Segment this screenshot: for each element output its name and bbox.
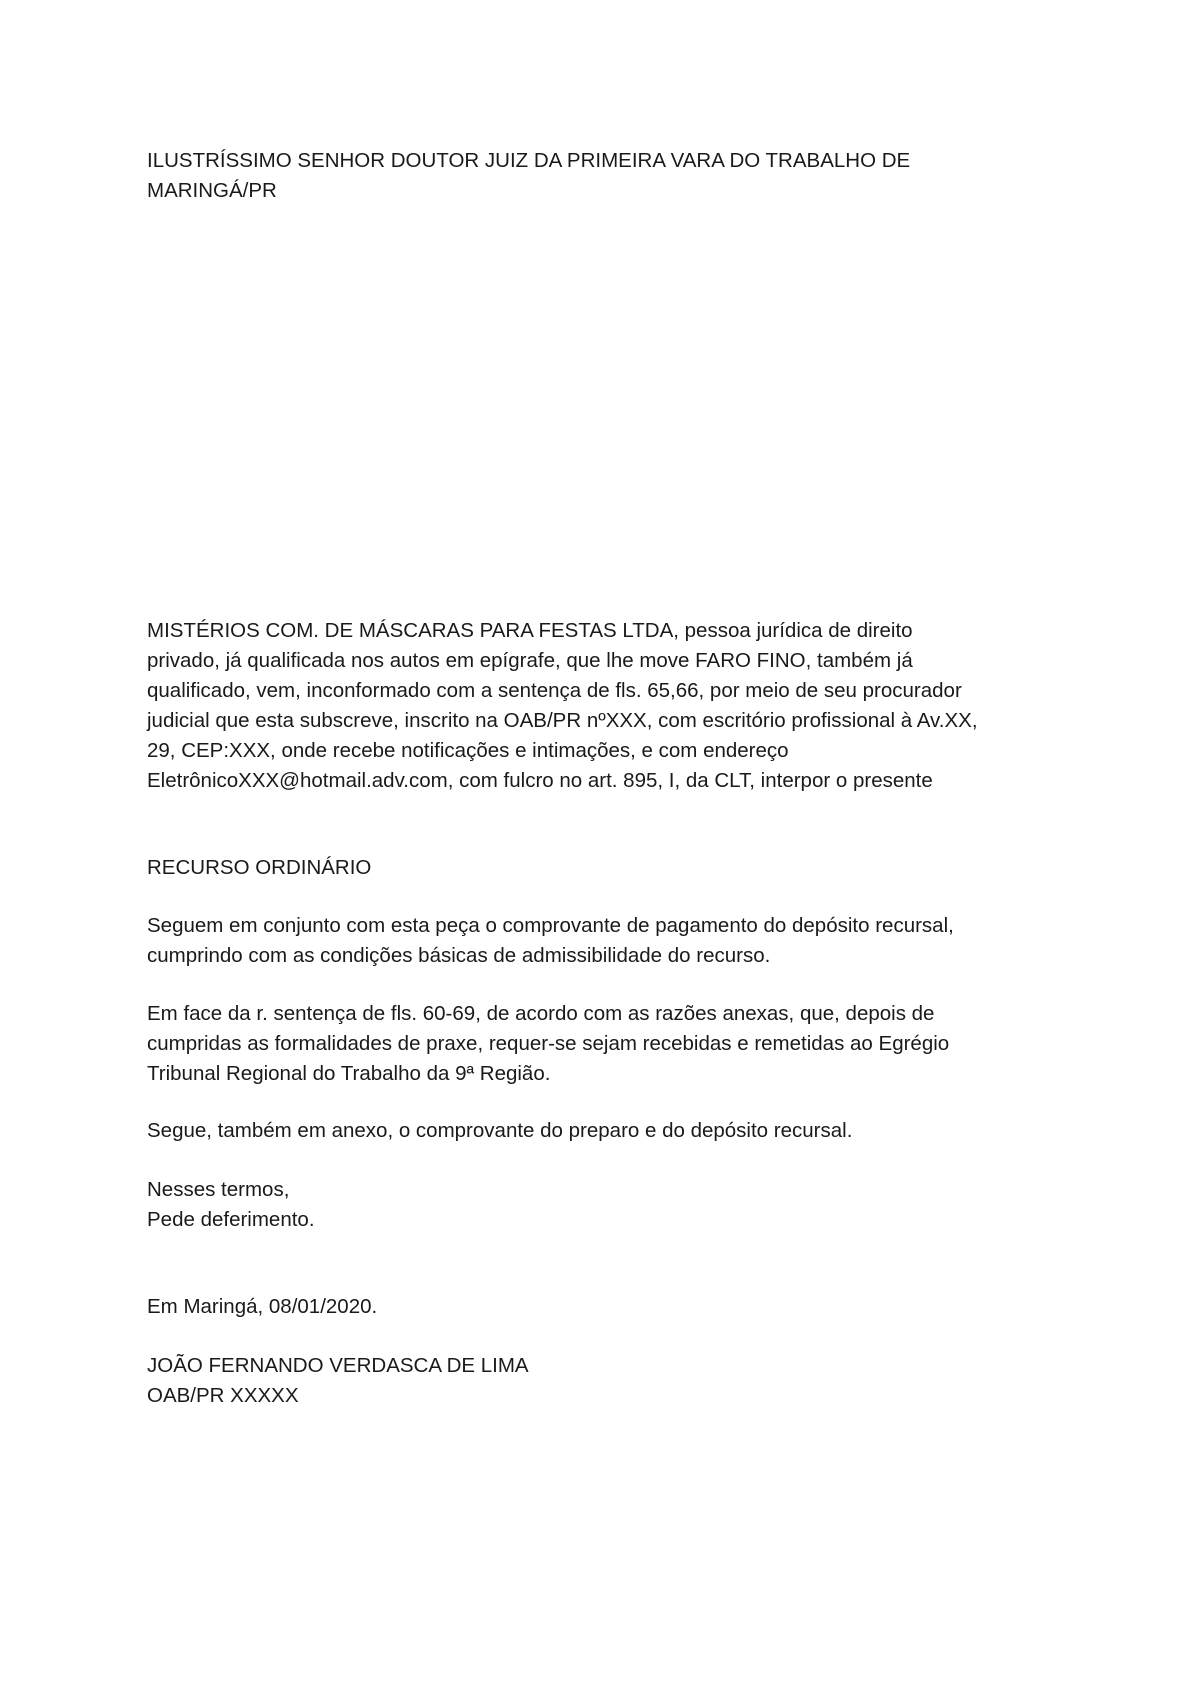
intro-line: MISTÉRIOS COM. DE MÁSCARAS PARA FESTAS LTDA, pessoa jurídica de direito — [147, 619, 913, 642]
signature-name: JOÃO FERNANDO VERDASCA DE LIMA — [147, 1354, 529, 1377]
deposit-paragraph — [147, 911, 1087, 971]
request-paragraph — [147, 999, 1087, 1089]
request-line: Em face da r. sentença de fls. 60-69, de acordo com as razões anexas, que, depois de — [147, 1002, 935, 1025]
intro-line: EletrônicoXXX@hotmail.adv.com, com fulcro no art. 895, I, da CLT, interpor o presente — [147, 769, 933, 792]
place-date-text: Em Maringá, 08/01/2020. — [147, 1295, 378, 1318]
place-date — [147, 1292, 1087, 1322]
request-line: Tribunal Regional do Trabalho da 9ª Região. — [147, 1062, 551, 1085]
request-line: cumpridas as formalidades de praxe, requer-se sejam recebidas e remetidas ao Egrégio — [147, 1032, 950, 1055]
heading-text: RECURSO ORDINÁRIO — [147, 856, 372, 879]
closing-line: Pede deferimento. — [147, 1208, 315, 1231]
deposit-line: cumprindo com as condições básicas de admissibilidade do recurso. — [147, 944, 771, 967]
closing — [147, 1175, 1087, 1235]
document-heading — [147, 853, 1087, 883]
intro-line: qualificado, vem, inconformado com a sentença de fls. 65,66, por meio de seu procurador — [147, 679, 962, 702]
annex-line: Segue, também em anexo, o comprovante do preparo e do depósito recursal. — [147, 1119, 853, 1142]
signature-block — [147, 1351, 1087, 1411]
intro-line: 29, CEP:XXX, onde recebe notificações e intimações, e com endereço — [147, 739, 789, 762]
addressee-line: MARINGÁ/PR — [147, 179, 277, 202]
deposit-line: Seguem em conjunto com esta peça o comprovante de pagamento do depósito recursal, — [147, 914, 954, 937]
closing-line: Nesses termos, — [147, 1178, 290, 1201]
signature-registration: OAB/PR XXXXX — [147, 1384, 299, 1407]
addressee-line: ILUSTRÍSSIMO SENHOR DOUTOR JUIZ DA PRIMEIRA VARA DO TRABALHO DE — [147, 149, 911, 172]
intro-line: judicial que esta subscreve, inscrito na OAB/PR nºXXX, com escritório profissional à Av.XX, — [147, 709, 978, 732]
addressee — [147, 146, 1087, 206]
intro-line: privado, já qualificada nos autos em epígrafe, que lhe move FARO FINO, também já — [147, 649, 913, 672]
annex-paragraph — [147, 1116, 1087, 1146]
intro-paragraph — [147, 616, 1087, 796]
